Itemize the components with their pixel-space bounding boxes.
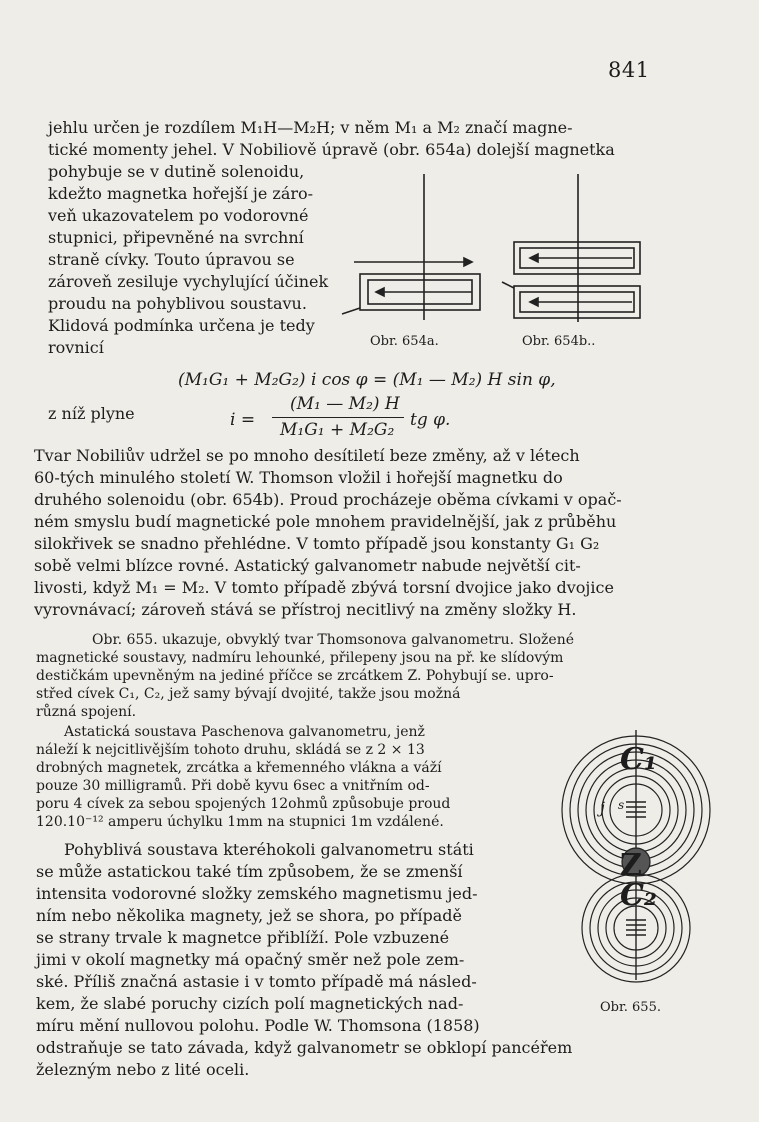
text-line: ské. Příliš značná astasie i v tomto případě má násled- <box>36 972 477 991</box>
figure-654a <box>336 170 496 330</box>
text-line: jehlu určen je rozdílem M₁H—M₂H; v něm M₁ a M₂ značí magne- <box>48 118 573 137</box>
text-line: stupnici, připevněné na svrchní <box>48 228 304 247</box>
small-text-line: drobných magnetek, zrcátka a křemenného vlákna a váží <box>36 760 442 776</box>
figure-label-z: Z <box>620 848 642 883</box>
small-text-line: poru 4 cívek za sebou spojených 12ohmů způsobuje proud <box>36 796 451 812</box>
text-line: straně cívky. Touto úpravou se <box>48 250 295 269</box>
text-line: ním nebo několika magnety, jež se shora, po případě <box>36 906 462 925</box>
text-line: druhého solenoidu (obr. 654b). Proud procházeje oběma cívkami v opač- <box>34 490 622 509</box>
text-line: míru mění nullovou polohu. Podle W. Thomsona (1858) <box>36 1016 480 1035</box>
text-line: Klidová podmínka určena je tedy <box>48 316 315 335</box>
figure-label-c1: C₁ <box>620 742 658 777</box>
text-line: Tvar Nobiliův udržel se po mnoho desítiletí beze změny, až v létech <box>34 446 580 465</box>
small-text-line: pouze 30 milligramů. Při době kyvu 6sec a vnitřním od- <box>36 778 430 794</box>
text-line: 60-tých minulého století W. Thomson vložil i hořejší magnetku do <box>34 468 563 487</box>
equation-denominator: M₁G₁ + M₂G₂ <box>280 420 395 440</box>
equation-numerator: (M₁ — M₂) H <box>290 394 400 414</box>
text-line: vyrovnávací; zároveň stává se přístroj necitlivý na změny složky H. <box>34 600 577 619</box>
small-text-line: destičkám upevněným na jediné příčce se zrcátkem Z. Pohybují se. upro- <box>36 668 554 684</box>
text-line: rovnicí <box>48 338 104 357</box>
figure-label-s: s <box>618 798 625 812</box>
figure-caption-654b: Obr. 654b.. <box>522 334 596 349</box>
small-text-line: náleží k nejcitlivějším tohoto druhu, skládá se z 2 × 13 <box>36 742 425 758</box>
small-text-line: Obr. 655. ukazuje, obvyklý tvar Thomsonova galvanometru. Složené <box>92 632 575 648</box>
small-text-line: magnetické soustavy, nadmíru lehounké, přilepeny jsou na př. ke slídovým <box>36 650 564 666</box>
fraction-bar <box>272 417 404 418</box>
text-line: ném smyslu budí magnetické pole mnohem pravidelnější, jak z průběhu <box>34 512 617 531</box>
figure-label-c2: C₂ <box>620 878 658 913</box>
text-line: se strany trvale k magnetce přiblíží. Pole vzbuzené <box>36 928 450 947</box>
page-number: 841 <box>608 58 650 82</box>
text-line: kem, že slabé poruchy cizích polí magnetických nad- <box>36 994 464 1013</box>
text-line: tické momenty jehel. V Nobiliově úpravě (obr. 654a) dolejší magnetka <box>48 140 615 159</box>
equation-rhs: tg φ. <box>410 410 451 430</box>
text-line: veň ukazovatelem po vodorovné <box>48 206 309 225</box>
text-line: livosti, když M₁ = M₂. V tomto případě zbývá torsní dvojice jako dvojice <box>34 578 614 597</box>
text-line: intensita vodorovné složky zemského magnetismu jed- <box>36 884 478 903</box>
text-line: z níž plyne <box>48 404 135 423</box>
text-line: zároveň zesiluje vychylující účinek <box>48 272 329 291</box>
text-line: pohybuje se v dutině solenoidu, <box>48 162 305 181</box>
text-line: se může astatickou také tím způsobem, že se zmenší <box>36 862 463 881</box>
text-line: odstraňuje se tato závada, když galvanometr se obklopí pancéřem <box>36 1038 573 1057</box>
small-text-line: střed cívek C₁, C₂, jež samy bývají dvojité, takže jsou možná <box>36 686 461 702</box>
small-text-line: Astatická soustava Paschenova galvanometru, jenž <box>64 724 425 740</box>
text-line: proudu na pohyblivou soustavu. <box>48 294 307 313</box>
text-line: železným nebo z lité oceli. <box>36 1060 250 1079</box>
small-text-line: různá spojení. <box>36 704 137 720</box>
equation-lhs: i = <box>230 410 256 430</box>
figure-caption-654a: Obr. 654a. <box>370 334 439 349</box>
figure-caption-655: Obr. 655. <box>600 1000 661 1015</box>
text-line: jimi v okolí magnetky má opačný směr než pole zem- <box>36 950 465 969</box>
text-line: silokřivek se snadno přehlédne. V tomto případě jsou konstanty G₁ G₂ <box>34 534 600 553</box>
text-line: Pohyblivá soustava kteréhokoli galvanometru státi <box>64 840 474 859</box>
equation-equilibrium: (M₁G₁ + M₂G₂) i cos φ = (M₁ — M₂) H sin φ, <box>178 370 556 390</box>
figure-654b <box>500 170 650 330</box>
text-line: sobě velmi blízce rovné. Astatický galvanometr nabude největší cit- <box>34 556 581 575</box>
figure-label-j: j <box>600 798 605 817</box>
small-text-line: 120.10⁻¹² amperu úchylku 1mm na stupnici 1m vzdálené. <box>36 814 444 830</box>
text-line: kdežto magnetka hořejší je záro- <box>48 184 314 203</box>
